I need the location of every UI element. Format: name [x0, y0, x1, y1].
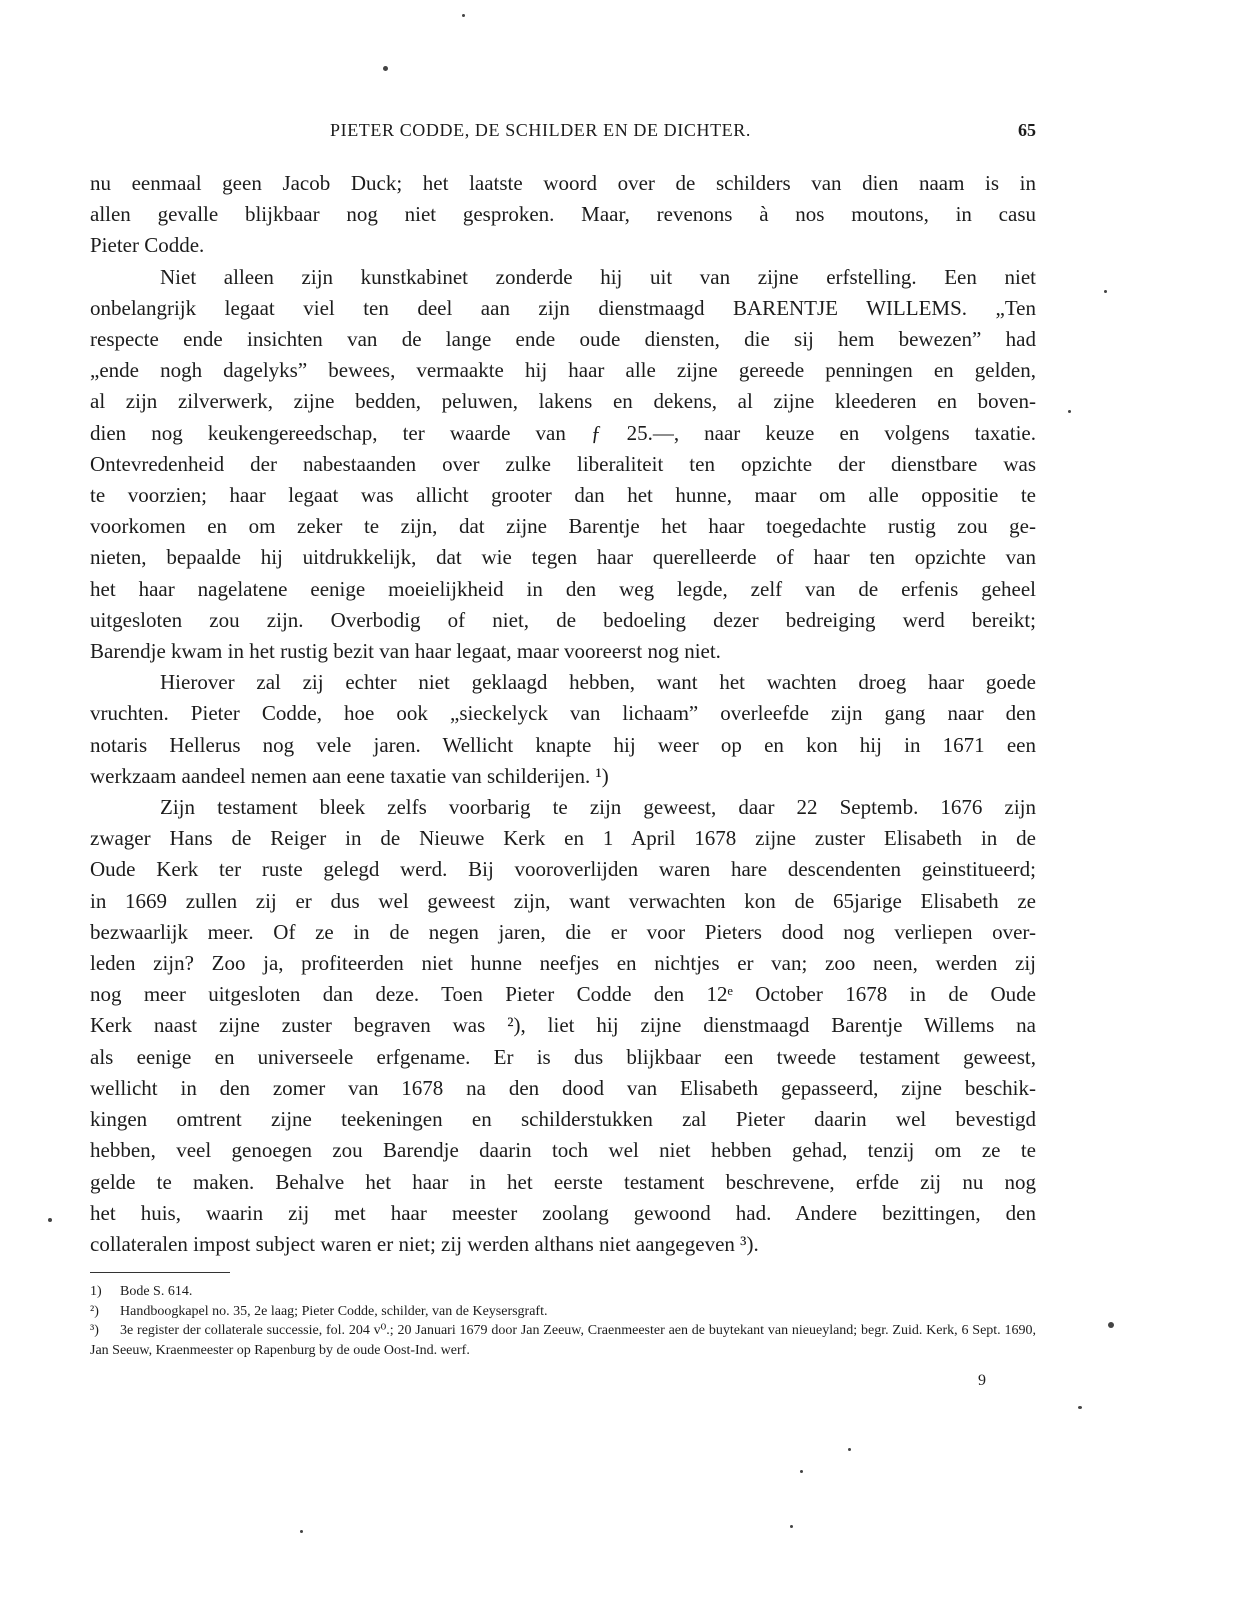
text-line: als eenige en universeele erfgename. Er is dus blijkbaar een tweede testament geweest,	[90, 1044, 1036, 1069]
scan-speck	[1108, 1322, 1114, 1328]
text-line: Ontevredenheid der nabestaanden over zulke liberaliteit ten opzichte der dienstbare was	[90, 451, 1036, 476]
body-text	[90, 168, 1036, 1260]
signature-mark: 9	[978, 1372, 986, 1389]
paragraph	[90, 262, 1036, 668]
footnote-mark: 1)	[90, 1284, 102, 1299]
text-line: zwager Hans de Reiger in de Nieuwe Kerk en 1 April 1678 zijne zuster Elisabeth in de	[90, 826, 1036, 851]
scan-speck	[462, 14, 465, 17]
footnote-mark: ³)	[90, 1323, 99, 1338]
text-line: Hierover zal zij echter niet geklaagd hebben, want het wachten droeg haar goede	[160, 670, 1036, 695]
text-line: uitgesloten zou zijn. Overbodig of niet, de bedoeling dezer bedreiging werd bereikt;	[90, 607, 1036, 632]
text-line: dien nog keukengereedschap, ter waarde van ƒ 25.—, naar keuze en volgens taxatie.	[90, 420, 1036, 445]
text-line: kingen omtrent zijne teekeningen en schilderstukken zal Pieter daarin wel bevestigd	[90, 1107, 1036, 1132]
footnote-text: Handboogkapel no. 35, 2e laag; Pieter Codde, schilder, van de Keysersgraft.	[120, 1303, 548, 1319]
text-line: collateralen impost subject waren er niet; zij werden althans niet aangegeven ³).	[90, 1231, 759, 1256]
scan-speck	[1078, 1406, 1082, 1409]
running-head: PIETER CODDE, DE SCHILDER EN DE DICHTER.	[330, 120, 751, 140]
text-line: Barendje kwam in het rustig bezit van haar legaat, maar vooreerst nog niet.	[90, 639, 721, 664]
text-line: het haar nagelatene eenige moeielijkheid in den weg legde, zelf van de erfenis geheel	[90, 576, 1036, 601]
text-line: allen gevalle blijkbaar nog niet gesproken. Maar, revenons à nos moutons, in casu	[90, 202, 1036, 227]
footnote-text: Bode S. 614.	[120, 1284, 193, 1299]
text-line: werkzaam aandeel nemen aan eene taxatie van schilderijen. ¹)	[90, 763, 609, 788]
text-line: het huis, waarin zij met haar meester zoolang gewoond had. Andere bezittingen, den	[90, 1200, 1036, 1225]
text-line: nog meer uitgesloten dan deze. Toen Pieter Codde den 12ᵉ October 1678 in de Oude	[90, 982, 1036, 1007]
text-line: vruchten. Pieter Codde, hoe ook „sieckelyck van lichaam” overleefde zijn gang naar den	[90, 701, 1036, 726]
scan-speck	[383, 66, 388, 71]
scan-speck	[48, 1218, 52, 1222]
text-line: leden zijn? Zoo ja, profiteerden niet hunne neefjes en nichtjes er van; zoo neen, werden zij	[90, 951, 1036, 976]
text-line: in 1669 zullen zij er dus wel geweest zijn, want verwachten kon de 65jarige Elisabeth ze	[90, 888, 1036, 913]
text-line: Oude Kerk ter ruste gelegd werd. Bij vooroverlijden waren hare descendenten geinstitueerd;	[90, 857, 1036, 882]
text-line: nieten, bepaalde hij uitdrukkelijk, dat wie tegen haar querelleerde of haar ten opzichte van	[90, 545, 1036, 570]
footnote	[90, 1282, 1036, 1302]
text-line: voorkomen en om zeker te zijn, dat zijne Barentje het haar toegedachte rustig zou ge-	[90, 514, 1036, 539]
text-line: Niet alleen zijn kunstkabinet zonderde hij uit van zijne erfstelling. Een niet	[160, 264, 1036, 289]
footnote-mark: ²)	[90, 1303, 99, 1319]
text-line: gelde te maken. Behalve het haar in het eerste testament beschrevene, erfde zij nu nog	[90, 1169, 1036, 1194]
text-line: respecte ende insichten van de lange ende oude diensten, die sij hem bewezen” had	[90, 327, 1036, 352]
footnote	[90, 1302, 1036, 1322]
footnote-divider	[90, 1272, 230, 1273]
page-number: 65	[1018, 120, 1036, 140]
page-header	[90, 120, 1036, 144]
footnote	[90, 1321, 1036, 1360]
text-line: „ende nogh dagelyks” bewees, vermaakte hij haar alle zijne gereede penningen en gelden,	[90, 358, 1036, 383]
text-line: hebben, veel genoegen zou Barendje daarin toch wel niet hebben gehad, tenzij om ze te	[90, 1138, 1036, 1163]
paragraph	[90, 792, 1036, 1260]
paragraph	[90, 168, 1036, 262]
scan-speck	[800, 1470, 803, 1473]
scan-speck	[790, 1525, 793, 1528]
paragraph	[90, 667, 1036, 792]
text-line: al zijn zilverwerk, zijne bedden, peluwen, lakens en dekens, al zijne kleederen en boven-	[90, 389, 1036, 414]
text-line: Zijn testament bleek zelfs voorbarig te zijn geweest, daar 22 Septemb. 1676 zijn	[160, 795, 1036, 820]
scan-speck	[1104, 290, 1107, 293]
scan-speck	[848, 1448, 851, 1451]
scan-speck	[300, 1530, 303, 1533]
text-line: Pieter Codde.	[90, 233, 205, 258]
text-line: te voorzien; haar legaat was allicht grooter dan het hunne, maar om alle oppositie te	[90, 483, 1036, 508]
text-line: bezwaarlijk meer. Of ze in de negen jaren, die er voor Pieters dood nog verliepen over-	[90, 919, 1036, 944]
text-line: nu eenmaal geen Jacob Duck; het laatste woord over de schilders van dien naam is in	[90, 171, 1036, 195]
text-line: onbelangrijk legaat viel ten deel aan zijn dienstmaagd BARENTJE WILLEMS. „Ten	[90, 295, 1036, 320]
text-line: notaris Hellerus nog vele jaren. Wellicht knapte hij weer op en kon hij in 1671 een	[90, 732, 1036, 757]
scan-speck	[1068, 410, 1071, 413]
footnote-text: 3e register der collaterale successie, fol. 204 v⁰.; 20 Januari 1679 door Jan Zeeuw, Craenmeester aen de buytekant van nieueyland; begr. Zuid. Kerk, 6 Sept. 1690, Jan Seeuw, Kraenmeester op Rapenburg by de oude Oost-Ind. werf.	[90, 1323, 1036, 1358]
footnotes	[90, 1282, 1036, 1360]
text-line: wellicht in den zomer van 1678 na den dood van Elisabeth gepasseerd, zijne beschik-	[90, 1075, 1036, 1100]
text-line: Kerk naast zijne zuster begraven was ²), liet hij zijne dienstmaagd Barentje Willems na	[90, 1013, 1036, 1038]
